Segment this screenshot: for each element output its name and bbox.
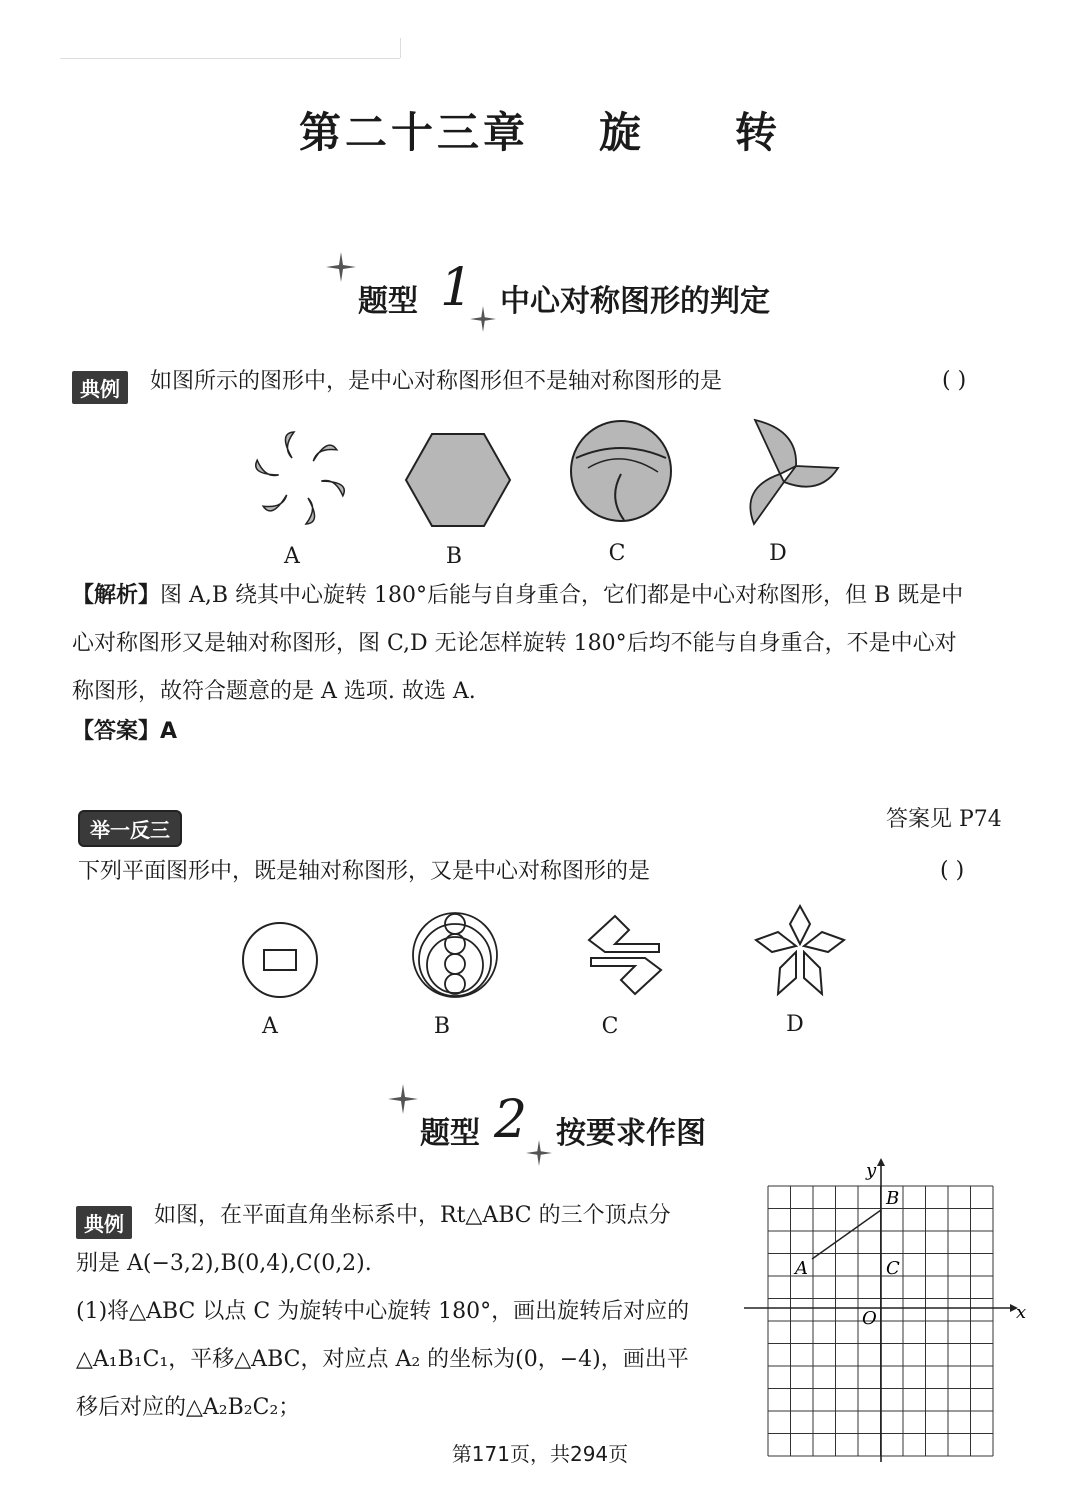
- page-number: 第171页，共294页: [451, 1442, 629, 1466]
- answer-tag: 【答案】: [72, 719, 161, 744]
- figure-hexagon: [404, 432, 512, 528]
- analysis-block: [72, 572, 1022, 716]
- answer-reference: 答案见 P74: [886, 807, 1002, 832]
- answer-paren: ( ): [942, 368, 967, 393]
- example2-line: 如图，在平面直角坐标系中，Rt△ABC 的三个顶点分: [154, 1203, 671, 1228]
- example-tag: 典例: [72, 371, 128, 404]
- header-rule-end: [400, 38, 401, 58]
- sparkle-icon: [470, 306, 496, 332]
- analysis-line: 称图形，故符合题意的是 A 选项. 故选 A.: [72, 679, 476, 704]
- chapter-title-part2: 旋: [598, 108, 645, 157]
- option-label: A: [284, 544, 300, 569]
- header-rule: [60, 58, 400, 59]
- coordinate-grid: [744, 1156, 1027, 1468]
- example-tag: 典例: [76, 1206, 132, 1239]
- option-label: D: [769, 541, 787, 566]
- section2-label: 题型: [420, 1116, 480, 1151]
- answer-row: [72, 708, 177, 756]
- sparkle-icon: [326, 252, 356, 282]
- option-label: C: [601, 1014, 619, 1039]
- section1-label: 题型: [358, 284, 418, 319]
- point-label-c: C: [886, 1258, 900, 1279]
- answer-value: A: [160, 719, 178, 744]
- section1-number: 1: [440, 258, 474, 318]
- point-label-b: B: [886, 1188, 900, 1209]
- analysis-line: 心对称图形又是轴对称图形，图 C,D 无论怎样旋转 180°后均不能与自身重合，不是中心对: [72, 631, 957, 656]
- figure-s-shape: [585, 912, 665, 998]
- chapter-title-part1: 第二十三章: [298, 108, 529, 157]
- option-label: C: [608, 541, 626, 566]
- example2-line: △A₁B₁C₁，平移△ABC，对应点 A₂ 的坐标为(0，−4)，画出平: [76, 1347, 689, 1372]
- practice-question: 下列平面图形中，既是轴对称图形，又是中心对称图形的是: [78, 859, 651, 884]
- practice-tag: 举一反三: [78, 810, 182, 847]
- y-axis-label: y: [866, 1160, 877, 1181]
- chapter-title: [0, 100, 1080, 160]
- option-label: D: [786, 1012, 804, 1037]
- figure-three-blade: [740, 416, 840, 526]
- option-label: B: [433, 1014, 451, 1039]
- point-label-a: A: [795, 1258, 808, 1279]
- figure-pinwheel-arcs: [240, 428, 360, 528]
- sparkle-icon: [388, 1084, 418, 1114]
- figure-four-rhombus: [752, 902, 848, 998]
- example1-question: 如图所示的图形中，是中心对称图形但不是轴对称图形的是: [150, 369, 723, 394]
- sparkle-icon: [526, 1140, 552, 1166]
- option-label: B: [445, 544, 463, 569]
- answer-paren: ( ): [940, 858, 965, 883]
- example2-line: 移后对应的△A₂B₂C₂；: [76, 1395, 301, 1420]
- option-label: A: [262, 1014, 278, 1039]
- example2-text: [76, 1192, 736, 1432]
- section1-title: 中心对称图形的判定: [500, 284, 770, 319]
- figure-nested-circles: [410, 910, 500, 1000]
- x-axis-label: x: [1016, 1302, 1027, 1323]
- example2-line: (1)将△ABC 以点 C 为旋转中心旋转 180°，画出旋转后对应的: [76, 1299, 690, 1324]
- analysis-line: 图 A,B 绕其中心旋转 180°后能与自身重合，它们都是中心对称图形，但 B 既是中: [160, 583, 964, 608]
- chapter-title-part3: 转: [735, 108, 782, 157]
- example2-line: 别是 A(−3,2),B(0,4),C(0,2).: [76, 1251, 372, 1276]
- analysis-tag: 【解析】: [72, 583, 161, 608]
- figure-coin: [240, 920, 320, 1000]
- section2-title: 按要求作图: [556, 1116, 706, 1151]
- origin-label: O: [862, 1308, 877, 1329]
- section2-number: 2: [494, 1090, 528, 1150]
- figure-circle-regions: [568, 418, 674, 524]
